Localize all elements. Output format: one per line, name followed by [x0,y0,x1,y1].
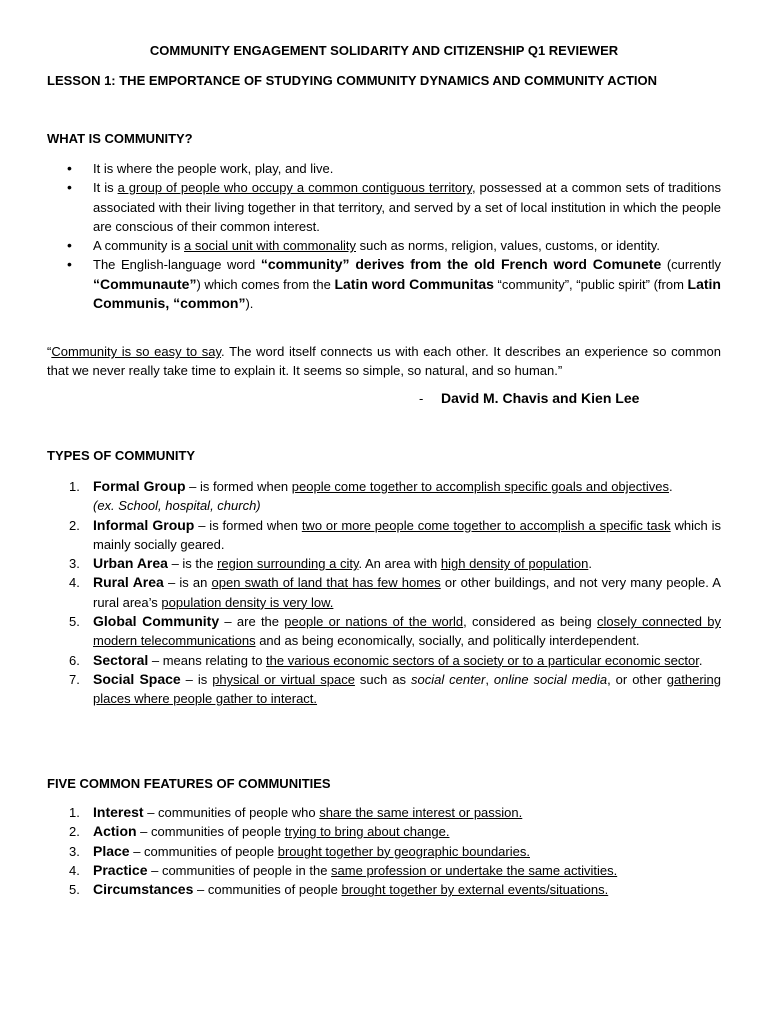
list-item: 6. Sectoral – means relating to the various economic sectors of a society or to a particular economic sector. [69,651,703,668]
list-item: • It is where the people work, play, and live. [47,159,721,178]
features-list [47,803,721,899]
what-is-community-heading: WHAT IS COMMUNITY? [47,131,193,146]
list-item: 7. Social Space – is physical or virtual space such as social center, online social media, or other gathering places where people gather to interact. [69,670,721,707]
definition-list [47,159,721,313]
list-item: 4. Practice – communities of people in the same profession or undertake the same activities. [69,861,618,878]
types-heading: TYPES OF COMMUNITY [47,448,196,463]
types-list [47,477,721,709]
list-item: 3. Urban Area – is the region surrounding a city. An area with high density of population. [69,555,592,572]
list-item: 5. Circumstances – communities of people brought together by external events/situations. [69,881,609,898]
list-item: 2. Informal Group – is formed when two or more people come together to accomplish a specific task which is mainly socially geared. [69,516,721,552]
quote-attribution: - David M. Chavis and Kien Lee [419,390,640,406]
lesson-heading: LESSON 1: THE EMPORTANCE OF STUDYING COMMUNITY DYNAMICS AND COMMUNITY ACTION [47,73,658,88]
list-item: • A community is a social unit with commonality such as norms, religion, values, customs, or identity. [47,236,721,255]
list-item: 2. Action – communities of people trying to bring about change. [69,823,450,840]
list-item: 4. Rural Area – is an open swath of land that has few homes or other buildings, and not very many people. A rural area’s population density is very low. [69,574,721,610]
list-item: • The English-language word “community” derives from the old French word Comunete (currently “Communaute”) which comes from the Latin word Communitas “community”, “public spirit” (from Latin Communis, “common”). [47,255,721,313]
community-quote: “Community is so easy to say. The word itself connects us with each other. It describes an experience so common that we never really take time to explain it. It seems so simple, so natural, and so human.” [47,344,721,379]
list-item: • It is a group of people who occupy a common contiguous territory, possessed at a common sets of traditions associated with their living together in that territory, and served by a set of local institution in which the people are conscious of their common interest. [47,178,721,236]
list-item: 3. Place – communities of people brought together by geographic boundaries. [69,842,530,859]
document-title: COMMUNITY ENGAGEMENT SOLIDARITY AND CITIZENSHIP Q1 REVIEWER [149,43,619,58]
list-item: 5. Global Community – are the people or nations of the world, considered as being closely connected by modern telecommunications and as being economically, socially, and politically interdependent. [69,613,721,649]
features-heading: FIVE COMMON FEATURES OF COMMUNITIES [47,776,331,791]
list-item: 1. Formal Group – is formed when people come together to accomplish specific goals and objectives. (ex. School, hospital, church) [69,478,673,514]
list-item: 1. Interest – communities of people who share the same interest or passion. [69,804,523,820]
